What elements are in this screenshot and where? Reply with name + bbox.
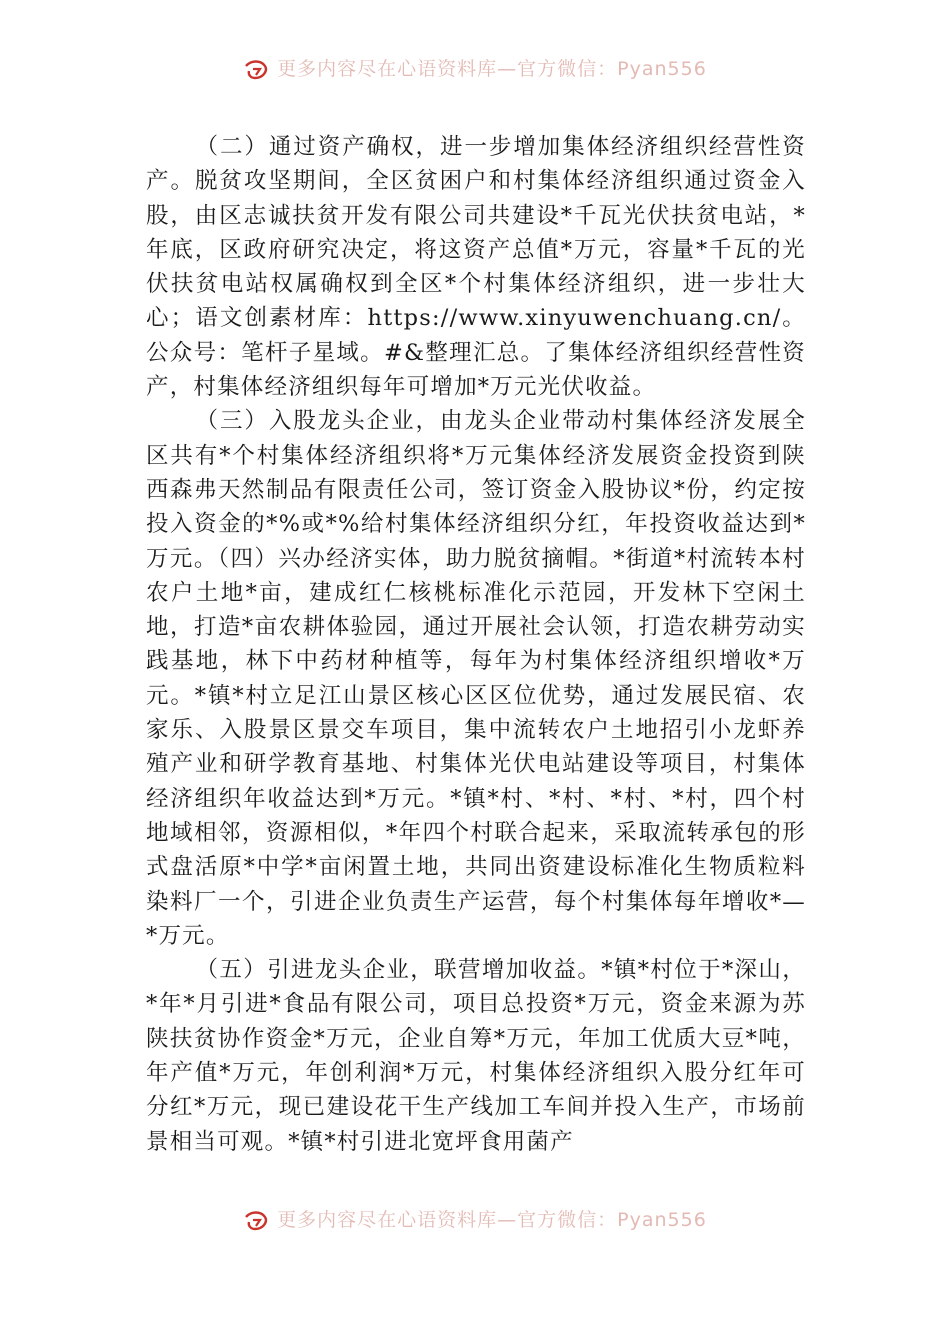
logo-icon — [243, 60, 269, 82]
watermark-text: 更多内容尽在心语资料库—官方微信：Pyan556 — [277, 1208, 707, 1231]
paragraph-3: （三）入股龙头企业，由龙头企业带动村集体经济发展全区共有*个村集体经济组织将*万元集体经济发展资金投资到陕西森弗天然制品有限责任公司，签订资金入股协议*份，约定按投入资金的*%或*%给村集体经济组织分红，年投资收益达到*万元。（四）兴办经济实体，助力脱贫摘帽。*街道*村流转本村农户土地*亩，建成红仁核桃标准化示范园，开发林下空闲土地，打造*亩农耕体验园，通过开展社会认领，打造农耕劳动实践基地，林下中药材种植等，每年为村集体经济组织增收*万元。*镇*村立足江山景区核心区区位优势，通过发展民宿、农家乐、入股景区景交车项目，集中流转农户土地招引小龙虾养殖产业和研学教育基地、村集体光伏电站建设等项目，村集体经济组织年收益达到*万元。*镇*村、*村、*村、*村，四个村地域相邻，资源相似，*年四个村联合起来，采取流转承包的形式盘活原*中学*亩闲置土地，共同出资建设标准化生物质粒料染料厂一个，引进企业负责生产运营，每个村集体每年增收*—*万元。 — [146, 408, 806, 949]
watermark-footer — [0, 1207, 950, 1237]
paragraph-2: （二）通过资产确权，进一步增加集体经济组织经营性资产。脱贫攻坚期间，全区贫困户和村集体经济组织通过资金入股，由区志诚扶贫开发有限公司共建设*千瓦光伏扶贫电站，*年底，区政府研究决定，将这资产总值*万元，容量*千瓦的光伏扶贫电站权属确权到全区*个村集体经济组织，进一步壮大心；语文创素材库：https://www.xinyuwenchuang.cn/。公众号：笔杆子星域。#&整理汇总。了集体经济组织经营性资产，村集体经济组织每年可增加*万元光伏收益。 — [146, 134, 806, 401]
document-body — [146, 130, 806, 1159]
paragraph-5: （五）引进龙头企业，联营增加收益。*镇*村位于*深山，*年*月引进*食品有限公司，项目总投资*万元，资金来源为苏陕扶贫协作资金*万元，企业自筹*万元，年加工优质大豆*吨，年产值*万元，年创利润*万元，村集体经济组织入股分红年可分红*万元，现已建设花干生产线加工车间并投入生产，市场前景相当可观。*镇*村引进北宽坪食用菌产 — [146, 957, 806, 1155]
watermark-text: 更多内容尽在心语资料库—官方微信：Pyan556 — [277, 57, 707, 80]
logo-icon — [243, 1211, 269, 1233]
watermark-header — [0, 56, 950, 86]
